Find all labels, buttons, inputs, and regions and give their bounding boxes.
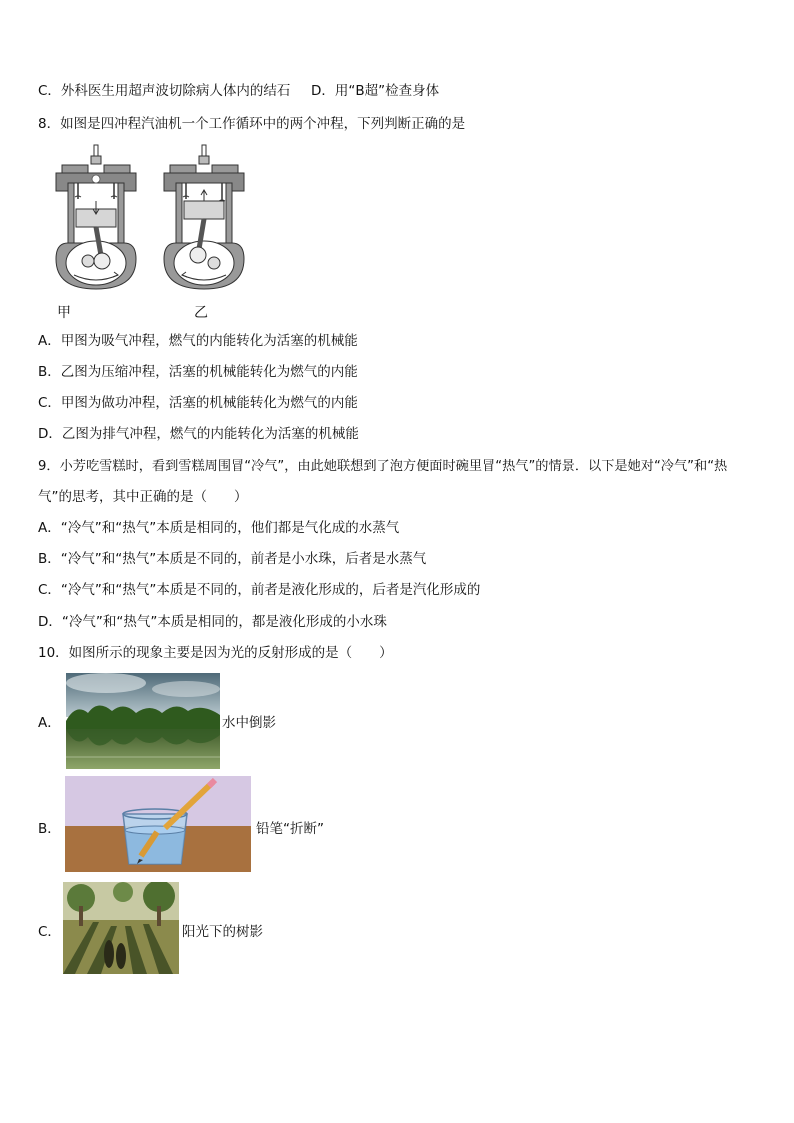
engine-diagram-jia — [54, 143, 138, 293]
q8-option-a: A．甲图为吸气冲程，燃气的内能转化为活塞的机械能 — [38, 333, 358, 349]
q10-option-a-text: 水中倒影 — [222, 715, 276, 731]
pencil-in-water-image — [65, 776, 251, 872]
q8-option-c: C．甲图为做功冲程，活塞的机械能转化为燃气的内能 — [38, 395, 358, 411]
q8-stem: 8．如图是四冲程汽油机一个工作循环中的两个冲程，下列判断正确的是 — [38, 116, 466, 132]
q10-option-c-text: 阳光下的树影 — [182, 924, 263, 940]
engine-diagram-yi — [162, 143, 246, 293]
q9-option-c: C．“冷气”和“热气”本质是不同的，前者是液化形成的，后者是汽化形成的 — [38, 582, 481, 598]
q10-option-b-text: 铅笔“折断” — [256, 821, 324, 837]
q10-stem: 10．如图所示的现象主要是因为光的反射形成的是（ ） — [38, 645, 393, 661]
lake-reflection-image — [66, 673, 220, 769]
q9-option-b: B．“冷气”和“热气”本质是不同的，前者是小水珠，后者是水蒸气 — [38, 551, 427, 567]
q10-option-b-label: B． — [38, 821, 61, 837]
q9-option-a: A．“冷气”和“热气”本质是相同的，他们都是气化成的水蒸气 — [38, 520, 400, 536]
figure-label-yi: 乙 — [194, 305, 208, 321]
q9-stem-line2: 气”的思考，其中正确的是（ ） — [38, 489, 248, 505]
q8-option-d: D．乙图为排气冲程，燃气的内能转化为活塞的机械能 — [38, 426, 359, 442]
q7-option-c: C．外科医生用超声波切除病人体内的结石 — [38, 83, 291, 99]
tree-shadow-image — [63, 882, 179, 974]
q9-option-d: D．“冷气”和“热气”本质是相同的，都是液化形成的小水珠 — [38, 614, 387, 630]
q10-option-a-label: A． — [38, 715, 61, 731]
q10-option-c-label: C． — [38, 924, 61, 940]
q9-stem-line1: 9．小芳吃雪糕时，看到雪糕周围冒“冷气”，由此她联想到了泡方便面时碗里冒“热气”的情景．以下是她对“冷气”和“热 — [38, 459, 728, 474]
figure-label-jia: 甲 — [57, 305, 71, 321]
q8-option-b: B．乙图为压缩冲程，活塞的机械能转化为燃气的内能 — [38, 364, 358, 380]
q7-options-line — [38, 81, 439, 101]
q7-option-d: D．用“B超”检查身体 — [311, 83, 440, 99]
